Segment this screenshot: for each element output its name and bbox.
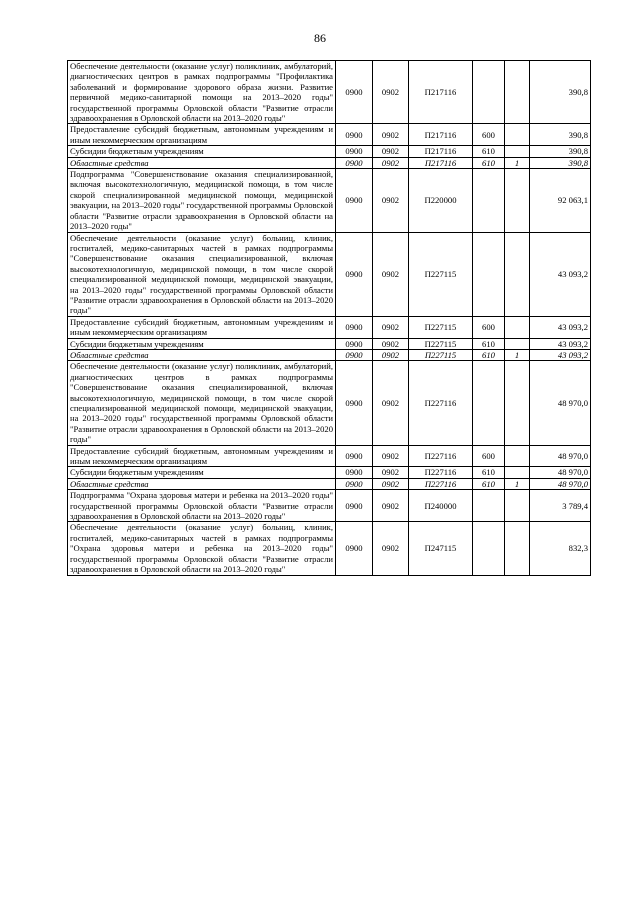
row-expense-type-code <box>473 361 505 445</box>
row-amount: 48 970,0 <box>530 445 591 467</box>
table-row <box>68 169 591 232</box>
row-funding-source-code <box>505 316 530 338</box>
row-target-article-code: П217116 <box>409 146 473 157</box>
row-expense-type-code <box>473 522 505 575</box>
row-description: Областные средства <box>68 478 336 489</box>
row-expense-type-code: 610 <box>473 467 505 478</box>
row-funding-source-code <box>505 445 530 467</box>
row-description: Субсидии бюджетным учреждениям <box>68 467 336 478</box>
row-funding-source-code <box>505 361 530 445</box>
row-target-article-code: П227116 <box>409 445 473 467</box>
row-amount: 390,8 <box>530 124 591 146</box>
row-section-code: 0900 <box>336 349 373 360</box>
row-section-code: 0900 <box>336 61 373 124</box>
row-section-code: 0900 <box>336 490 373 522</box>
table-row <box>68 338 591 349</box>
row-subsection-code: 0902 <box>373 445 409 467</box>
row-funding-source-code <box>505 467 530 478</box>
row-description: Подпрограмма "Совершенствование оказания специализированной, включая высокотехнологичную, медицинской помощи, в том числе скорой специализированной медицинской помощи, медицинской эвакуации, на 2013–2020 годы" государственной программы Орловской области "Развитие отрасли здравоохранения в Орловской области на 2013–2020 годы" <box>68 169 336 232</box>
row-target-article-code: П227116 <box>409 467 473 478</box>
table-row <box>68 157 591 168</box>
row-section-code: 0900 <box>336 157 373 168</box>
table-row <box>68 349 591 360</box>
row-funding-source-code: 1 <box>505 478 530 489</box>
table-row <box>68 146 591 157</box>
table-row <box>68 316 591 338</box>
table-row <box>68 61 591 124</box>
row-expense-type-code <box>473 490 505 522</box>
row-expense-type-code <box>473 232 505 316</box>
row-subsection-code: 0902 <box>373 478 409 489</box>
table-row <box>68 490 591 522</box>
row-description: Обеспечение деятельности (оказание услуг) поликлиник, амбулаторий, диагностических центров в рамках подпрограммы "Совершенствование оказания специализированной, включая высокотехнологичную, медицинской помощи, в том числе скорой специализированной медицинской помощи, медицинской эвакуации, на 2013–2020 годы" государственной программы Орловской области "Развитие отрасли здравоохранения в Орловской области на 2013–2020 годы" <box>68 361 336 445</box>
row-section-code: 0900 <box>336 316 373 338</box>
table-row <box>68 361 591 445</box>
row-target-article-code: П217116 <box>409 61 473 124</box>
row-funding-source-code <box>505 61 530 124</box>
row-funding-source-code: 1 <box>505 157 530 168</box>
row-section-code: 0900 <box>336 467 373 478</box>
row-amount: 43 093,2 <box>530 232 591 316</box>
row-subsection-code: 0902 <box>373 522 409 575</box>
row-target-article-code: П227116 <box>409 478 473 489</box>
row-description: Субсидии бюджетным учреждениям <box>68 146 336 157</box>
row-expense-type-code <box>473 169 505 232</box>
table-row <box>68 124 591 146</box>
row-target-article-code: П227115 <box>409 232 473 316</box>
row-description: Предоставление субсидий бюджетным, автономным учреждениям и иным некоммерческим организациям <box>68 316 336 338</box>
row-section-code: 0900 <box>336 232 373 316</box>
row-subsection-code: 0902 <box>373 61 409 124</box>
row-section-code: 0900 <box>336 124 373 146</box>
row-description: Подпрограмма "Охрана здоровья матери и ребенка на 2013–2020 годы" государственной программы Орловской области "Развитие отрасли здравоохранения в Орловской области на 2013–2020 годы" <box>68 490 336 522</box>
row-subsection-code: 0902 <box>373 146 409 157</box>
row-funding-source-code <box>505 146 530 157</box>
row-target-article-code: П220000 <box>409 169 473 232</box>
row-subsection-code: 0902 <box>373 169 409 232</box>
row-description: Обеспечение деятельности (оказание услуг) больниц, клиник, госпиталей, медико-санитарных частей в рамках подпрограммы "Охрана здоровья матери и ребенка на 2013–2020 годы" государственной программы Орловской области "Развитие отрасли здравоохранения в Орловской области на 2013–2020 годы" <box>68 522 336 575</box>
row-amount: 43 093,2 <box>530 349 591 360</box>
row-expense-type-code: 610 <box>473 338 505 349</box>
table-row <box>68 467 591 478</box>
row-section-code: 0900 <box>336 338 373 349</box>
row-subsection-code: 0902 <box>373 490 409 522</box>
row-target-article-code: П247115 <box>409 522 473 575</box>
row-amount: 43 093,2 <box>530 338 591 349</box>
row-section-code: 0900 <box>336 169 373 232</box>
row-section-code: 0900 <box>336 361 373 445</box>
row-target-article-code: П240000 <box>409 490 473 522</box>
table-row <box>68 445 591 467</box>
row-subsection-code: 0902 <box>373 124 409 146</box>
row-amount: 390,8 <box>530 61 591 124</box>
row-section-code: 0900 <box>336 146 373 157</box>
row-subsection-code: 0902 <box>373 338 409 349</box>
row-description: Обеспечение деятельности (оказание услуг) поликлиник, амбулаторий, диагностических центров в рамках подпрограммы "Профилактика заболеваний и формирование здорового образа жизни. Развитие первичной медико-санитарной помощи на 2013–2020 годы" государственной программы Орловской области "Развитие отрасли здравоохранения в Орловской области на 2013–2020 годы" <box>68 61 336 124</box>
row-description: Областные средства <box>68 157 336 168</box>
row-target-article-code: П227115 <box>409 338 473 349</box>
row-section-code: 0900 <box>336 445 373 467</box>
row-subsection-code: 0902 <box>373 361 409 445</box>
row-expense-type-code: 610 <box>473 478 505 489</box>
row-amount: 48 970,0 <box>530 478 591 489</box>
row-subsection-code: 0902 <box>373 316 409 338</box>
row-amount: 390,8 <box>530 157 591 168</box>
row-funding-source-code: 1 <box>505 349 530 360</box>
row-description: Субсидии бюджетным учреждениям <box>68 338 336 349</box>
row-funding-source-code <box>505 169 530 232</box>
row-subsection-code: 0902 <box>373 232 409 316</box>
page-number: 86 <box>314 31 326 45</box>
row-funding-source-code <box>505 232 530 316</box>
row-section-code: 0900 <box>336 478 373 489</box>
row-expense-type-code: 610 <box>473 157 505 168</box>
row-target-article-code: П217116 <box>409 124 473 146</box>
row-target-article-code: П227115 <box>409 316 473 338</box>
row-amount: 48 970,0 <box>530 361 591 445</box>
row-subsection-code: 0902 <box>373 467 409 478</box>
row-amount: 92 063,1 <box>530 169 591 232</box>
row-target-article-code: П217116 <box>409 157 473 168</box>
row-target-article-code: П227116 <box>409 361 473 445</box>
row-expense-type-code: 600 <box>473 124 505 146</box>
row-funding-source-code <box>505 338 530 349</box>
row-description: Обеспечение деятельности (оказание услуг) больниц, клиник, госпиталей, медико-санитарных частей в рамках подпрограммы "Совершенствование оказания специализированной, включая высокотехнологичную, медицинской помощи, в том числе скорой специализированной медицинской помощи, медицинской эвакуации, на 2013–2020 годы" государственной программы Орловской области "Развитие отрасли здравоохранения в Орловской области на 2013–2020 годы" <box>68 232 336 316</box>
budget-table <box>67 60 591 576</box>
row-expense-type-code: 610 <box>473 349 505 360</box>
row-funding-source-code <box>505 124 530 146</box>
table-row <box>68 232 591 316</box>
row-expense-type-code <box>473 61 505 124</box>
table-row <box>68 522 591 575</box>
row-amount: 43 093,2 <box>530 316 591 338</box>
row-funding-source-code <box>505 490 530 522</box>
row-expense-type-code: 600 <box>473 445 505 467</box>
budget-table-body <box>68 61 591 576</box>
row-section-code: 0900 <box>336 522 373 575</box>
table-row <box>68 478 591 489</box>
row-amount: 832,3 <box>530 522 591 575</box>
row-subsection-code: 0902 <box>373 157 409 168</box>
row-expense-type-code: 600 <box>473 316 505 338</box>
row-amount: 48 970,0 <box>530 467 591 478</box>
row-funding-source-code <box>505 522 530 575</box>
row-description: Предоставление субсидий бюджетным, автономным учреждениям и иным некоммерческим организациям <box>68 124 336 146</box>
row-description: Предоставление субсидий бюджетным, автономным учреждениям и иным некоммерческим организациям <box>68 445 336 467</box>
row-target-article-code: П227115 <box>409 349 473 360</box>
row-subsection-code: 0902 <box>373 349 409 360</box>
row-description: Областные средства <box>68 349 336 360</box>
row-amount: 3 789,4 <box>530 490 591 522</box>
row-amount: 390,8 <box>530 146 591 157</box>
row-expense-type-code: 610 <box>473 146 505 157</box>
